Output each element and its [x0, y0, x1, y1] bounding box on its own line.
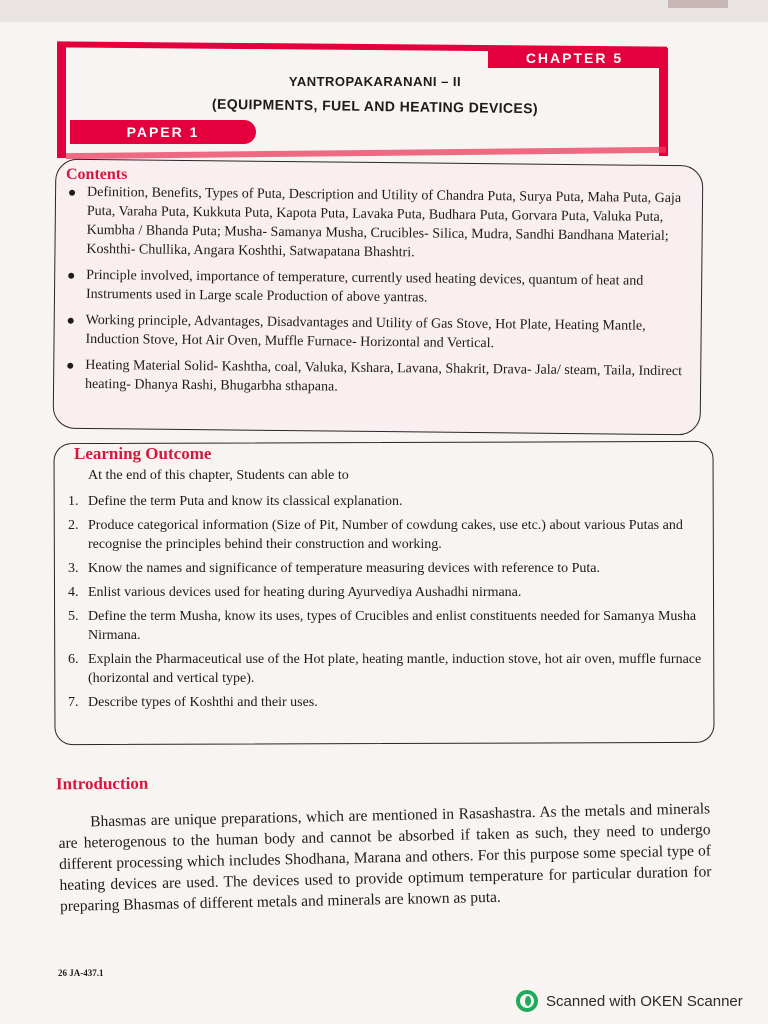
- scanner-text: Scanned with OKEN Scanner: [546, 992, 743, 1010]
- outcome-number: 2.: [68, 518, 79, 533]
- outcome-text: Define the term Musha, know its uses, types of Crucibles and enlist constituents needed for Samanya Musha Nirmana.: [88, 609, 697, 643]
- learning-outcome-intro: At the end of this chapter, Students can able to: [88, 468, 349, 483]
- contents-list: [63, 183, 701, 408]
- outcome-number: 5.: [68, 609, 79, 624]
- introduction-heading: Introduction: [55, 773, 149, 794]
- outcome-item: [64, 650, 704, 688]
- outcome-text: Describe types of Koshthi and their uses.: [88, 695, 318, 710]
- outcome-item: [64, 607, 704, 645]
- contents-item-text: Heating Material Solid- Kashtha, coal, Valuka, Kshara, Lavana, Shakrit, Drava- Jala/ steam, Taila, Indirect heating- Dhanya Rashi, Bhugarbha sthapana.: [84, 357, 683, 395]
- paper-label: PAPER 1: [70, 120, 256, 144]
- introduction-paragraph: Bhasmas are unique preparations, which are mentioned in Rasashastra. As the metals and minerals are heterogenous to the human body and cannot be absorbed if taken as such, they need to undergo different processing which includes Shodhana, Marana and others. For this purpose some special type of heating devices are used. The devices used to provide optimum temperature for particular duration for preparing Bhasmas of different metals and minerals are known as puta.: [58, 799, 712, 915]
- bullet-icon: [68, 318, 74, 324]
- scanner-watermark: [516, 990, 743, 1012]
- contents-item-text: Definition, Benefits, Types of Puta, Description and Utility of Chandra Puta, Surya Puta, Maha Puta, Gaja Puta, Varaha Puta, Kukkuta Puta, Kapota Puta, Lavaka Puta, Budhara Puta, Gorvara Puta, Valuka Puta, Kumbha / Bhanda Puta; Musha- Samanya Musha, Crucibles- Silica, Mudra, Sandhi Bandhana Material; Koshthi- Chullika, Angara Koshthi, Satwapatana Bhashtri.: [86, 184, 682, 261]
- outcome-item: [64, 583, 704, 602]
- bullet-icon: [68, 273, 74, 279]
- contents-item: [64, 183, 701, 266]
- bullet-icon: [69, 190, 75, 196]
- learning-outcome-heading: Learning Outcome: [70, 444, 215, 464]
- top-margin-band: [0, 0, 768, 22]
- outcome-text: Define the term Puta and know its classical explanation.: [88, 494, 403, 509]
- chapter-label: CHAPTER 5: [488, 47, 661, 68]
- outcome-number: 7.: [68, 695, 79, 710]
- contents-item: [64, 266, 700, 311]
- outcome-number: 3.: [68, 561, 79, 576]
- outcome-text: Enlist various devices used for heating during Ayurvediya Aushadhi nirmana.: [88, 585, 522, 600]
- outcome-text: Produce categorical information (Size of Pit, Number of cowdung cakes, use etc.) about various Putas and recognise the principles behind their construction and working.: [88, 518, 683, 552]
- contents-item-text: Principle involved, importance of temperature, currently used heating devices, quantum of heat and Instruments used in Large scale Production of above yantras.: [85, 267, 644, 306]
- outcome-number: 1.: [68, 494, 79, 509]
- learning-outcome-list: [64, 492, 704, 717]
- contents-item-text: Working principle, Advantages, Disadvantages and Utility of Gas Stove, Hot Plate, Heating Mantle, Induction Stove, Hot Air Oven, Muffle Furnace- Horizontal and Vertical.: [85, 312, 646, 352]
- contents-item: [63, 356, 699, 401]
- page-footer-code: 26 JA-437.1: [58, 968, 104, 978]
- top-edge-mark: [668, 0, 728, 8]
- outcome-item: [64, 693, 704, 712]
- bullet-icon: [67, 363, 73, 369]
- outcome-number: 6.: [68, 652, 79, 667]
- contents-heading: Contents: [66, 166, 128, 183]
- outcome-item: [64, 492, 704, 511]
- outcome-text: Know the names and significance of temperature measuring devices with reference to Puta.: [88, 561, 600, 576]
- chapter-subtitle: (EQUIPMENTS, FUEL AND HEATING DEVICES): [211, 95, 539, 117]
- outcome-item: [64, 559, 704, 578]
- contents-item: [63, 311, 699, 356]
- chapter-title: YANTROPAKARANANI – II: [288, 74, 462, 89]
- outcome-number: 4.: [68, 585, 79, 600]
- scanner-logo-icon: [516, 990, 538, 1012]
- outcome-item: [64, 516, 704, 554]
- header-frame-bottom: [66, 147, 666, 159]
- outcome-text: Explain the Pharmaceutical use of the Hot plate, heating mantle, induction stove, hot air oven, muffle furnace (horizontal and vertical type).: [88, 652, 702, 686]
- header-frame-left: [57, 44, 66, 158]
